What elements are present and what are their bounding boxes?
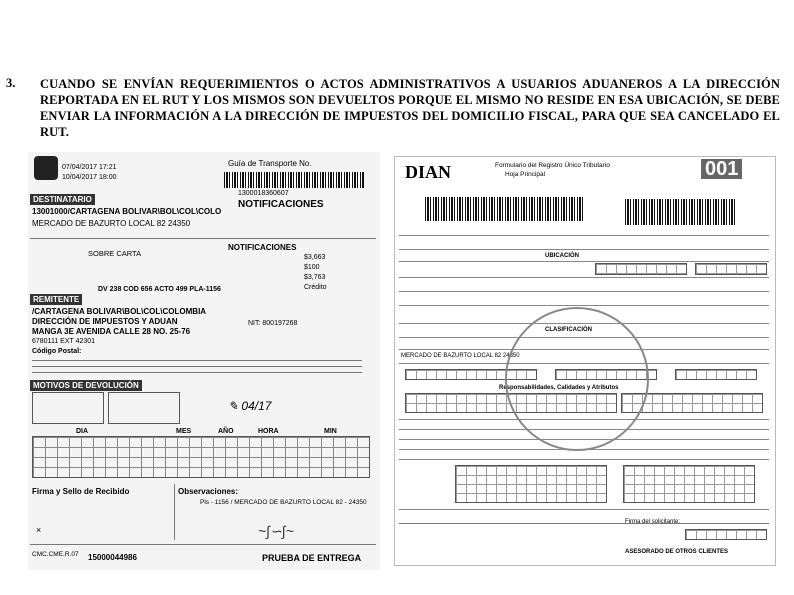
returned-header: MOTIVOS DE DEVOLUCIÓN	[30, 380, 142, 391]
guide-barcode	[224, 172, 364, 188]
delivery-receipt-scan	[28, 152, 380, 570]
recipient-city: 13001000/CARTAGENA BOLIVAR\BOL\COL\COLO	[32, 207, 222, 216]
sender-header: REMITENTE	[30, 294, 82, 305]
guide-title: Guía de Transporte No.	[228, 159, 312, 168]
postal-code: Código Postal:	[32, 348, 82, 355]
section-responsabilidades: Responsabilidades, Calidades y Atributos	[499, 385, 619, 391]
footer-code: CMC.CME.R.07	[32, 551, 79, 558]
form-subtitle: Hoja Principal	[505, 171, 546, 178]
dian-logo: DIAN	[405, 162, 452, 182]
dian-stamp	[505, 307, 649, 451]
hour-label: HORA	[258, 428, 279, 435]
admission-date: 07/04/2017 17:21	[62, 164, 117, 171]
service-label: NOTIFICACIONES	[228, 243, 297, 252]
rut-barcode-2	[625, 199, 735, 225]
rut-barcode	[425, 197, 585, 221]
signature-scribble: ~∫∽∫~	[258, 523, 294, 539]
value-3: $3,763	[304, 274, 326, 281]
observation-text: Pls - 1156 / MERCADO DE BAZURTO LOCAL 82 - 24350	[200, 499, 367, 506]
guide-number: 1300018360607	[238, 190, 289, 197]
item-number: 3.	[6, 76, 16, 90]
signature-label-rut: Firma del solicitante:	[625, 519, 681, 525]
day-label: DIA	[76, 428, 89, 435]
sender-address: MANGA 3E AVENIDA CALLE 28 NO. 25-76	[32, 327, 191, 336]
recipient-header: DESTINATARIO	[30, 194, 95, 205]
month-label: MES	[176, 428, 192, 435]
sender-city: /CARTAGENA BOLIVAR\BOL\COL\COLOMBIA	[32, 307, 207, 316]
section-clasificacion: CLASIFICACIÓN	[545, 327, 592, 333]
service-type: SOBRE CARTA	[88, 249, 142, 258]
x-mark: ×	[36, 525, 42, 535]
form-title: Formulario del Registro Único Tributario	[495, 162, 610, 169]
proof-of-delivery: PRUEBA DE ENTREGA	[262, 553, 362, 563]
value-2: $100	[304, 264, 320, 271]
dv-line: DV 238 COD 656 ACTO 499 PLA-1156	[98, 286, 221, 293]
form-number-badge: 001	[701, 159, 742, 179]
nit: NIT: 800197268	[248, 320, 298, 327]
recipient-address: MERCADO DE BAZURTO LOCAL 82 24350	[32, 219, 191, 228]
item-text: CUANDO SE ENVÍAN REQUERIMIENTOS O ACTOS ADMINISTRATIVOS A USUARIOS ADUANEROS A LA DIRECCIÓN REPORTADA EN EL RUT Y LOS MISMOS SON DEVUELTOS PORQUE EL MISMO NO RESIDE EN ESA UBICACIÓN, SE DEBE ENVIAR LA INFORMACIÓN A LA DIRECCIÓN DE IMPUESTOS DEL DOMICILIO FISCAL, PARA QUE SEA CANCELADO EL RUT.	[40, 77, 780, 139]
delivery-date: 10/04/2017 18:00	[62, 174, 117, 181]
footer-number: 15000044986	[88, 553, 137, 562]
courier-logo-icon	[34, 156, 58, 180]
observations-label: Observaciones:	[178, 487, 239, 496]
notifications-label: NOTIFICACIONES	[238, 199, 324, 210]
handwritten-date: ✎ 04/17	[228, 399, 272, 413]
section-ubicacion: UBICACIÓN	[545, 253, 579, 259]
signature-label: Firma y Sello de Recibido	[32, 487, 130, 496]
payment-type: Crédito	[304, 284, 327, 291]
sender-name: DIRECCIÓN DE IMPUESTOS Y ADUAN	[32, 317, 178, 326]
year-label: AÑO	[218, 428, 234, 435]
date-grid	[32, 436, 370, 478]
signatory-name: ASESORADO DE OTROS CLIENTES	[625, 549, 729, 555]
value-1: $3,663	[304, 254, 326, 261]
min-label: MIN	[324, 428, 337, 435]
sender-phone: 6780111 EXT 42301	[32, 338, 96, 345]
rut-form-scan	[394, 156, 776, 566]
address-row: MERCADO DE BAZURTO LOCAL 82 24350	[401, 353, 520, 359]
